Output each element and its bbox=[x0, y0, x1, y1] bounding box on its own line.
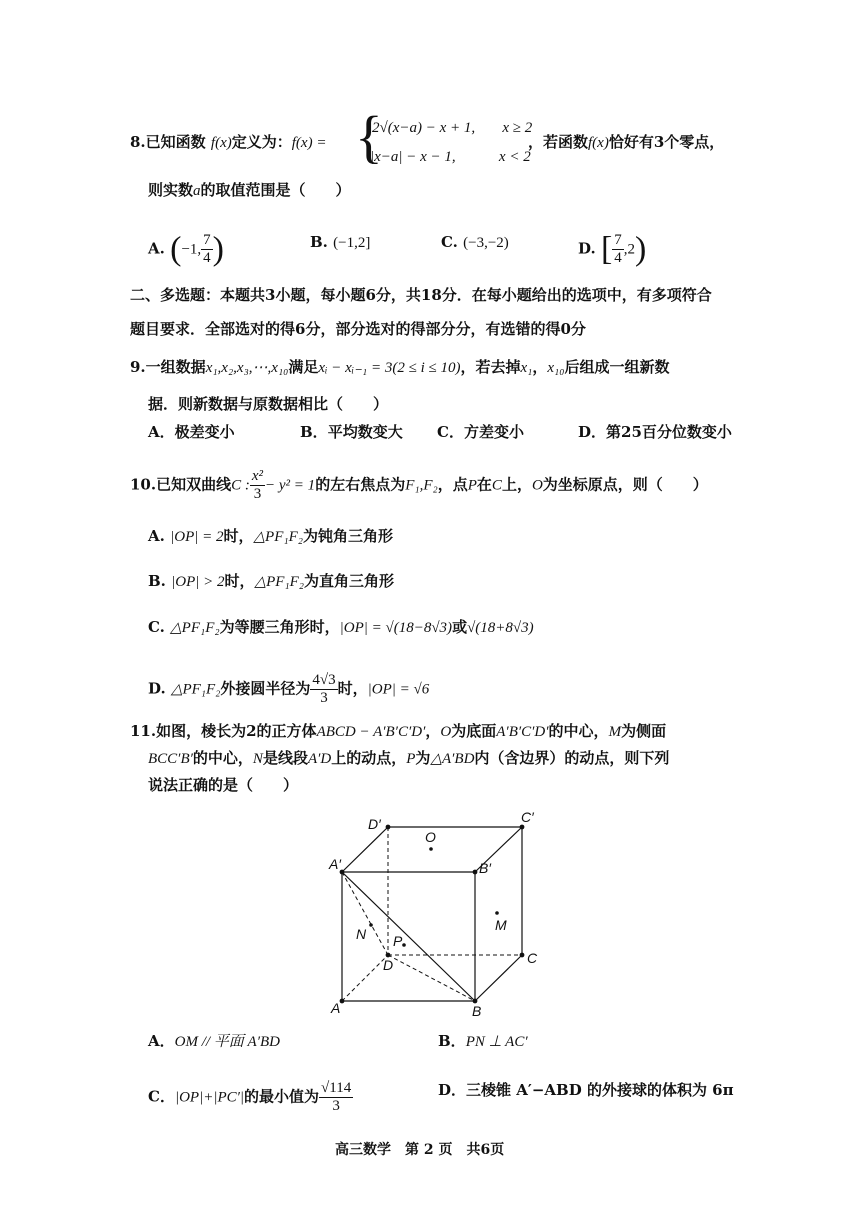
fig-label-p: P bbox=[393, 933, 403, 949]
q8-brace: { bbox=[355, 104, 383, 169]
fig-label-a-prime: A′ bbox=[329, 856, 341, 872]
section2-line2: 题目要求．全部选对的得6分，部分选对的得部分分，有选错的得0分 bbox=[130, 320, 586, 338]
fig-label-n: N bbox=[356, 926, 367, 942]
q8-case2: |x−a| − x − 1, x < 2 bbox=[370, 149, 531, 165]
q8-option-b: B. (−1,2] bbox=[310, 233, 371, 251]
q10-option-a: A. |OP| = 2时，△PF₁F₂为钝角三角形 bbox=[148, 527, 393, 545]
fig-label-d: D bbox=[383, 957, 394, 973]
fig-label-a: A bbox=[331, 1000, 341, 1016]
q11-line1: 11.如图，棱长为2的正方体ABCD − A′B′C′D′，O为底面A′B′C′D′的中心，M为侧面 bbox=[130, 722, 667, 740]
q11-option-b: B．PN ⊥ AC′ bbox=[438, 1032, 528, 1050]
fig-label-c: C bbox=[527, 950, 538, 966]
fig-label-c-prime: C′ bbox=[521, 809, 534, 825]
q11-option-c: C．|OP|+|PC′|的最小值为 $\frac{√114}{3}$ bbox=[148, 1080, 352, 1114]
page-footer: 高三数学 第 2 页 共6页 bbox=[335, 1142, 505, 1158]
q9-line2: 据．则新数据与原数据相比（ ） bbox=[148, 395, 389, 413]
q10-option-d: D. △PF₁F₂外接圆半径为 $\frac{4√3}{3}$ 时，|OP| = √6 bbox=[148, 672, 430, 706]
q8-line2: 则实数a的取值范围是（ ） bbox=[148, 181, 351, 199]
q8-line1-tail: ，若函数f(x)恰好有3个零点， bbox=[528, 133, 725, 151]
q9-option-c: C．方差变小 bbox=[437, 423, 524, 441]
q8-number: 8. bbox=[130, 133, 146, 151]
fig-label-d-prime: D′ bbox=[368, 816, 381, 832]
fig-label-o: O bbox=[425, 829, 436, 845]
q8-case1: 2√(x−a) − x + 1, x ≥ 2 bbox=[372, 120, 533, 136]
q8-option-a: A. (−1, $\frac{7}{4}$ ) bbox=[148, 230, 224, 268]
q9-option-d: D．第25百分位数变小 bbox=[578, 423, 732, 441]
fig-label-m: M bbox=[495, 917, 507, 933]
q8-option-c: C. (−3,−2) bbox=[441, 233, 509, 251]
q11-line3: 说法正确的是（ ） bbox=[148, 776, 299, 794]
fig-label-b: B bbox=[472, 1003, 482, 1019]
section2-line1: 二、多选题：本题共3小题，每小题6分，共18分．在每小题给出的选项中，有多项符合 bbox=[130, 286, 712, 304]
q10-option-c: C. △PF₁F₂为等腰三角形时，|OP| = √(18−8√3)或√(18+8√3) bbox=[148, 618, 534, 636]
fig-label-b-prime: B′ bbox=[479, 860, 491, 876]
q10-line1: 10.已知双曲线C : $\frac{\text{x²}}{3}$ − y² = 1的左右焦点为F₁,F₂，点P在C上，O为坐标原点，则（ ） bbox=[130, 468, 708, 502]
q11-option-d: D．三棱锥 A′−ABD 的外接球的体积为 6π bbox=[438, 1081, 734, 1099]
q9-option-a: A．极差变小 bbox=[148, 423, 235, 441]
q8-option-d: D. [ $\frac{7}{4}$ ,2) bbox=[578, 230, 647, 268]
q9-line1: 9.一组数据x₁,x₂,x₃,⋯,x₁₀满足xᵢ − xᵢ₋₁ = 3(2 ≤ i ≤ 10)，若去掉x₁，x₁₀后组成一组新数 bbox=[130, 358, 670, 376]
q11-option-a: A．OM // 平面 A′BD bbox=[148, 1032, 280, 1050]
q9-option-b: B．平均数变大 bbox=[300, 423, 403, 441]
q11-line2: BCC′B′的中心，N是线段A′D上的动点，P为△A′BD内（含边界）的动点，则下列 bbox=[148, 749, 670, 767]
q10-option-b: B. |OP| > 2时，△PF₁F₂为直角三角形 bbox=[148, 572, 394, 590]
q8-line1: 8.已知函数 f(x)定义为：f(x) = bbox=[130, 133, 327, 151]
cube-figure bbox=[320, 805, 560, 1025]
